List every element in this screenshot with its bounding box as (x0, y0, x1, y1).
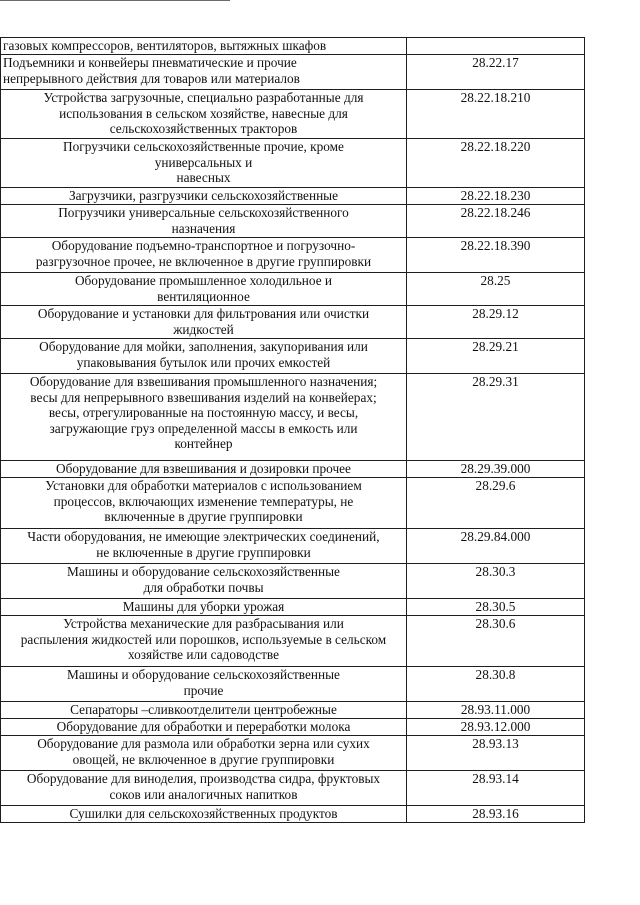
item-name-line: назначения (171, 220, 236, 236)
item-code-cell: 28.30.6 (407, 616, 585, 667)
item-name-cell (1, 374, 407, 461)
item-code-cell: 28.22.18.230 (407, 188, 585, 205)
item-name-line: распыления жидкостей или порошков, используемые в сельском (20, 631, 387, 647)
item-code-cell: 28.29.31 (407, 374, 585, 461)
item-code-cell: 28.22.18.390 (407, 238, 585, 273)
item-name-line: Загрузчики, разгрузчики сельскохозяйственные (68, 188, 339, 203)
item-name-line: Погрузчики универсальные сельскохозяйственного (58, 205, 349, 220)
item-name-cell (1, 139, 407, 188)
item-name-line: вентиляционное (157, 288, 250, 304)
item-name-line: использования в сельском хозяйстве, навесные для (59, 105, 348, 121)
item-name-line: жидкостей (173, 321, 234, 337)
item-name-line: Устройства загрузочные, специально разработанные для (43, 90, 364, 105)
table-row (1, 374, 585, 461)
top-rule (0, 0, 230, 1)
item-code-cell: 28.29.84.000 (407, 529, 585, 564)
table-row (1, 529, 585, 564)
item-code-cell: 28.22.17 (407, 55, 585, 90)
item-name-line: весы, отрегулированные на постоянную массу, и весы, (48, 405, 359, 421)
table-row (1, 55, 585, 90)
item-name-line: Машины для уборки урожая (122, 599, 285, 614)
okpd-code-table (0, 37, 585, 823)
item-name-cell (1, 38, 407, 55)
item-name-line: газовых компрессоров, вентиляторов, вытяжных шкафов (3, 38, 327, 53)
item-name-line: Части оборудования, не имеющие электрических соединений, (27, 529, 380, 544)
item-name-line: Устройства механические для разбрасывания или (63, 616, 344, 631)
item-name-line: Оборудование подъемно-транспортное и погрузочно- (51, 238, 356, 253)
item-name-cell (1, 461, 407, 478)
item-code-cell: 28.93.13 (407, 736, 585, 771)
item-code-cell (407, 38, 585, 55)
item-name-line: процессов, включающих изменение температуры, не (53, 493, 354, 509)
item-name-line: упаковывания бутылок или прочих емкостей (76, 354, 331, 370)
item-name-line: Оборудование для взвешивания и дозировки прочее (56, 461, 351, 476)
table-row (1, 736, 585, 771)
item-name-line: Оборудование и установки для фильтрования или очистки (37, 306, 370, 321)
table-row (1, 478, 585, 529)
item-name-line: непрерывного действия для товаров или материалов (3, 70, 300, 86)
item-name-line: навесных (176, 170, 231, 186)
item-name-line: Подъемники и конвейеры пневматические и прочие (3, 55, 297, 70)
item-name-cell (1, 616, 407, 667)
item-name-line: разгрузочное прочее, не включенное в другие группировки (35, 253, 372, 269)
item-name-cell (1, 719, 407, 736)
item-code-cell: 28.29.21 (407, 339, 585, 374)
item-name-line: Машины и оборудование сельскохозяйственные (67, 564, 340, 579)
item-code-cell: 28.29.6 (407, 478, 585, 529)
table-row (1, 238, 585, 273)
item-code-cell: 28.30.5 (407, 599, 585, 616)
item-name-line: Сепараторы –сливкоотделители центробежные (70, 702, 337, 717)
item-code-cell: 28.22.18.246 (407, 205, 585, 238)
item-name-line: загружающие груз определенной массы в емкость или (49, 420, 358, 436)
item-name-line: Оборудование промышленное холодильное и (74, 273, 333, 288)
table-row (1, 616, 585, 667)
item-name-line: Установки для обработки материалов с использованием (45, 478, 362, 493)
item-name-cell (1, 771, 407, 806)
item-name-cell (1, 667, 407, 702)
item-name-cell (1, 55, 407, 90)
item-name-line: овощей, не включенное в другие группировки (72, 751, 335, 767)
item-code-cell: 28.29.12 (407, 306, 585, 339)
item-code-cell: 28.30.3 (407, 564, 585, 599)
item-code-cell: 28.22.18.220 (407, 139, 585, 188)
table-row (1, 806, 585, 823)
item-code-cell: 28.25 (407, 273, 585, 306)
item-name-line: универсальных и (154, 154, 253, 170)
table-row (1, 719, 585, 736)
item-name-cell (1, 339, 407, 374)
table-row (1, 702, 585, 719)
item-code-cell: 28.22.18.210 (407, 90, 585, 139)
item-name-cell (1, 529, 407, 564)
table-row (1, 139, 585, 188)
item-name-cell (1, 273, 407, 306)
item-name-cell (1, 90, 407, 139)
item-name-line: Погрузчики сельскохозяйственные прочие, кроме (63, 139, 344, 154)
item-name-line: Оборудование для размола или обработки зерна или сухих (37, 736, 370, 751)
table-row (1, 599, 585, 616)
item-name-cell (1, 806, 407, 823)
item-name-line: Машины и оборудование сельскохозяйственные (67, 667, 340, 682)
item-name-cell (1, 205, 407, 238)
item-name-cell (1, 238, 407, 273)
table-row (1, 771, 585, 806)
item-code-cell: 28.93.12.000 (407, 719, 585, 736)
table-row (1, 461, 585, 478)
table-row (1, 205, 585, 238)
item-name-line: для обработки почвы (143, 579, 264, 595)
table-row (1, 90, 585, 139)
item-name-line: контейнер (174, 436, 233, 452)
item-code-cell: 28.93.14 (407, 771, 585, 806)
item-code-cell: 28.29.39.000 (407, 461, 585, 478)
table-row (1, 188, 585, 205)
item-name-cell (1, 188, 407, 205)
item-name-cell (1, 478, 407, 529)
item-name-line: включенные в другие группировки (104, 509, 303, 525)
item-name-cell (1, 736, 407, 771)
item-name-line: весы для непрерывного взвешивания изделий на конвейерах; (30, 389, 377, 405)
item-name-line: Сушилки для сельскохозяйственных продуктов (69, 806, 338, 821)
table-row (1, 339, 585, 374)
item-name-cell (1, 599, 407, 616)
item-name-line: Оборудование для мойки, заполнения, закупоривания или (39, 339, 368, 354)
table-row (1, 564, 585, 599)
item-name-line: не включенные в другие группировки (96, 544, 311, 560)
table-row (1, 38, 585, 55)
item-name-line: прочие (183, 682, 224, 698)
item-name-line: Оборудование для взвешивания промышленного назначения; (29, 374, 378, 389)
item-name-line: Оборудование для виноделия, производства сидра, фруктовых (26, 771, 381, 786)
table-row (1, 273, 585, 306)
table-row (1, 667, 585, 702)
item-code-cell: 28.30.8 (407, 667, 585, 702)
item-name-cell (1, 306, 407, 339)
item-name-cell (1, 564, 407, 599)
item-name-line: хозяйстве или садоводстве (127, 647, 280, 663)
item-code-cell: 28.93.11.000 (407, 702, 585, 719)
item-name-cell (1, 702, 407, 719)
item-name-line: соков или аналогичных напитков (109, 786, 298, 802)
table-body (1, 38, 585, 823)
item-name-line: сельскохозяйственных тракторов (109, 121, 298, 137)
table-row (1, 306, 585, 339)
item-name-line: Оборудование для обработки и переработки молока (56, 719, 351, 734)
item-code-cell: 28.93.16 (407, 806, 585, 823)
